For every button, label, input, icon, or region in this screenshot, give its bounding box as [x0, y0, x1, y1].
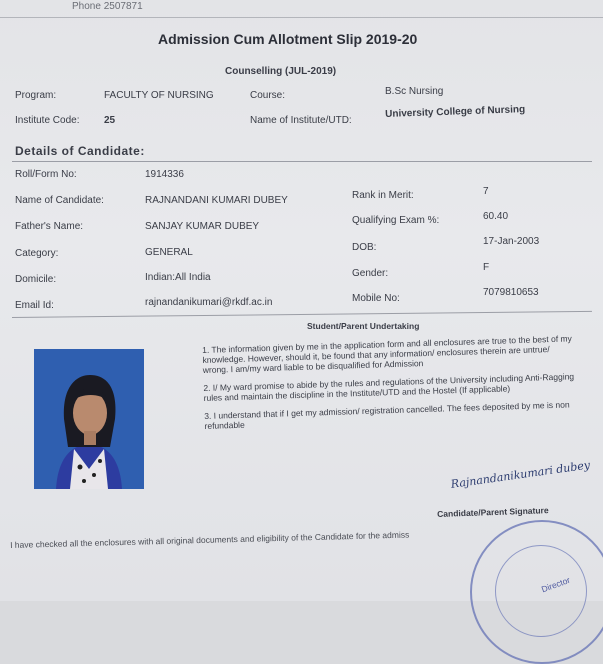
roll-label: Roll/Form No: — [15, 169, 77, 180]
category-label: Category: — [15, 248, 59, 259]
institute-name-label: Name of Institute/UTD: — [250, 115, 352, 126]
rank-value: 7 — [483, 186, 489, 197]
candidate-name-value: RAJNANDANI KUMARI DUBEY — [145, 195, 288, 206]
email-label: Email Id: — [15, 300, 54, 311]
top-divider — [0, 17, 603, 18]
gender-value: F — [483, 262, 490, 273]
qualifying-label: Qualifying Exam %: — [352, 215, 440, 226]
stamp-director-text: Director — [540, 574, 572, 595]
roll-value: 1914336 — [145, 169, 184, 180]
institute-name-value: University College of Nursing — [385, 104, 526, 120]
candidate-photo — [34, 349, 144, 489]
candidate-signature: Rajnandanikumari dubey — [450, 458, 591, 491]
category-value: GENERAL — [145, 247, 193, 258]
dob-value: 17-Jan-2003 — [483, 236, 540, 247]
institute-code-label: Institute Code: — [15, 115, 80, 126]
candidate-portrait-icon — [34, 349, 144, 489]
father-name-value: SANJAY KUMAR DUBEY — [145, 221, 260, 232]
phone-number: Phone 2507871 — [72, 1, 143, 12]
institute-code-value: 25 — [104, 115, 116, 126]
stamp-inner-ring — [495, 545, 587, 637]
counselling-label: Counselling (JUL-2019) — [225, 66, 337, 77]
father-name-label: Father's Name: — [15, 221, 84, 232]
undertaking-item: 1. The information given by me in the application form and all enclosures are true to the best of my knowledge. However, should it, be found that any information/ enclosures therein are untrue/ wrong. I am/my ward liable to be disqualified for Admission — [202, 333, 572, 375]
verification-footer: I have checked all the enclosures with all original documents and eligibility of the Candidate for the admiss — [10, 529, 410, 550]
domicile-label: Domicile: — [15, 274, 57, 285]
details-divider — [12, 161, 592, 162]
qualifying-value: 60.40 — [483, 211, 509, 222]
course-label: Course: — [250, 90, 286, 101]
undertaking-list — [202, 333, 577, 431]
undertaking-divider — [12, 311, 592, 318]
email-value: rajnandanikumari@rkdf.ac.in — [145, 297, 273, 308]
gender-label: Gender: — [352, 268, 389, 279]
undertaking-item: 3. I understand that if I get my admission/ registration cancelled. The fees deposited by me is non refundable — [204, 399, 570, 431]
domicile-value: Indian:All India — [145, 272, 211, 283]
mobile-label: Mobile No: — [352, 293, 400, 304]
details-heading: Details of Candidate: — [15, 144, 145, 158]
mobile-value: 7079810653 — [483, 287, 539, 298]
candidate-name-label: Name of Candidate: — [15, 195, 104, 206]
dob-label: DOB: — [352, 242, 377, 253]
slip-title: Admission Cum Allotment Slip 2019-20 — [158, 31, 418, 47]
undertaking-item: 2. I/ My ward promise to abide by the rules and regulations of the University including Anti-Ragging rules and maintain the discipline in the Institute/UTD and the Hostel (If applicable) — [203, 371, 575, 403]
program-value: FACULTY OF NURSING — [104, 90, 214, 101]
program-label: Program: — [15, 90, 57, 101]
undertaking-heading: Student/Parent Undertaking — [307, 321, 420, 331]
signature-label: Candidate/Parent Signature — [437, 505, 549, 519]
rank-label: Rank in Merit: — [352, 190, 414, 201]
course-value: B.Sc Nursing — [385, 86, 444, 97]
